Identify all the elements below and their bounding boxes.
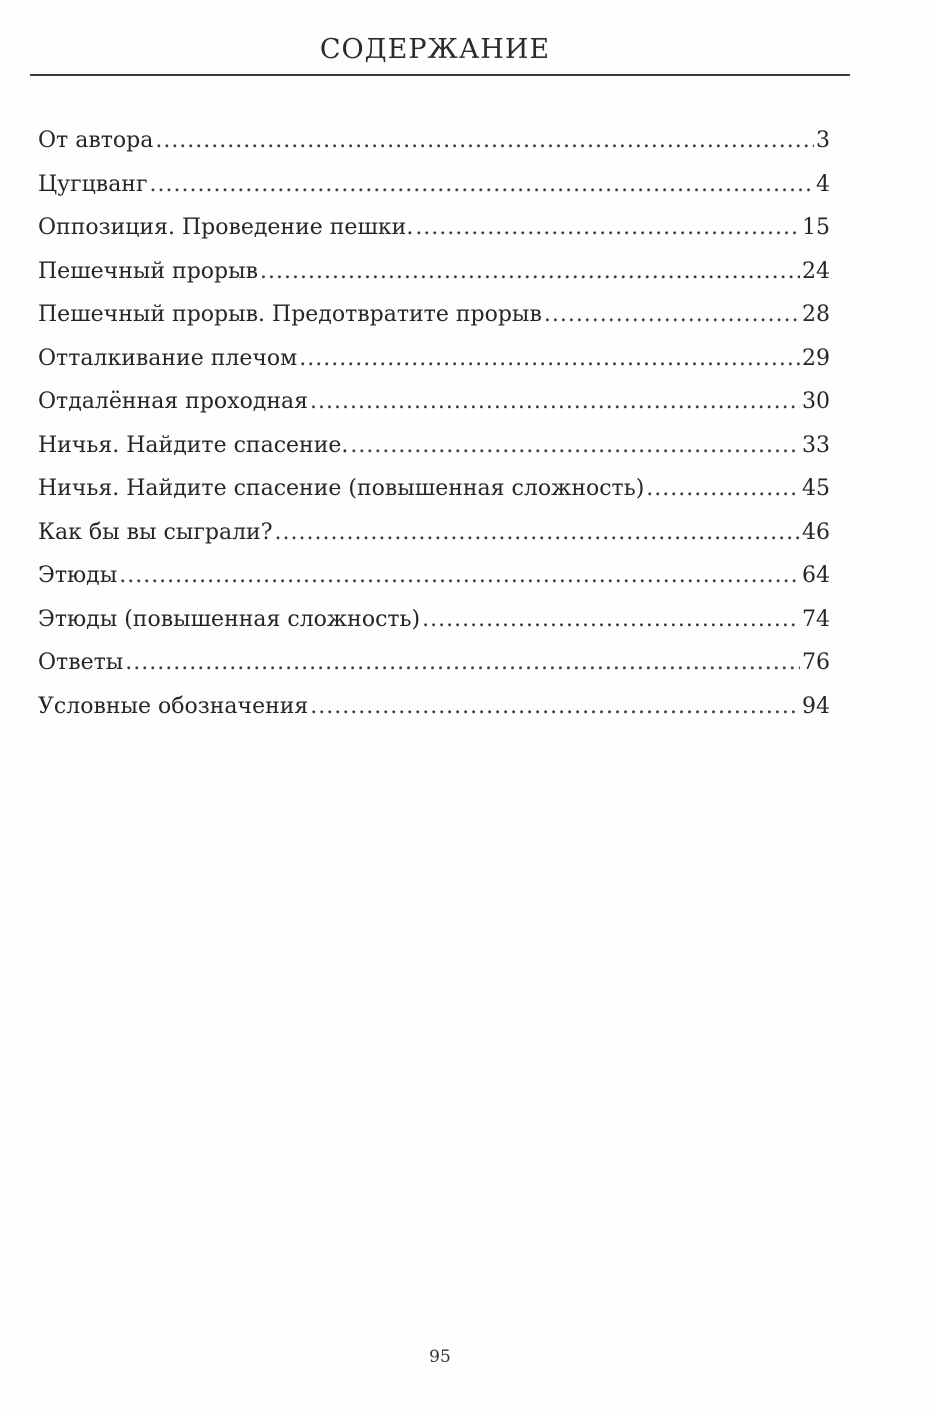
dot-leader [150,163,815,207]
title-rule [30,74,850,76]
toc-entry-label: Пешечный прорыв. Предотвратите прорыв [38,302,542,327]
toc-entry-label: Ответы [38,650,124,675]
toc-entry-page: 3 [816,128,830,153]
toc-entry [38,424,830,468]
toc-entry-page: 64 [802,563,830,588]
toc-entry-label: Пешечный прорыв [38,258,259,284]
dot-leader [260,250,800,294]
toc-entry [38,598,830,642]
dot-leader [310,380,800,424]
dot-leader [299,337,800,381]
dot-leader [310,685,800,729]
toc-entry-label: От автора [38,128,154,153]
toc-entry [38,467,830,511]
toc-entry-page: 76 [802,650,830,675]
toc-entry [38,250,830,294]
toc-entry [38,337,830,381]
dot-leader [119,554,800,598]
table-of-contents [38,119,830,728]
toc-entry-page: 30 [802,389,830,414]
toc-entry-page: 28 [802,302,830,327]
page-number: 95 [429,1347,451,1367]
toc-entry-label: Этюды (повышенная сложность) [38,606,421,632]
toc-entry-label: Оппозиция. Проведение пешки. [38,215,414,240]
toc-entry [38,163,830,207]
toc-entry-label: Отталкивание плечом [38,345,298,371]
toc-entry [38,641,830,685]
dot-leader [275,511,800,555]
toc-entry [38,206,830,250]
toc-entry-page: 4 [816,171,830,197]
dot-leader [422,598,800,642]
dot-leader [125,641,800,685]
toc-entry-page: 15 [802,215,830,240]
toc-entry-label: Ничья. Найдите спасение. [38,432,349,458]
toc-entry [38,119,830,163]
dot-leader [155,119,814,163]
toc-entry-label: Ничья. Найдите спасение (повышенная сложность) [38,476,645,501]
page-title: СОДЕРЖАНИЕ [319,34,551,65]
toc-entry [38,511,830,555]
toc-entry-page: 94 [802,693,830,719]
dot-leader [544,293,800,337]
toc-entry-page: 45 [802,476,830,501]
toc-entry [38,380,830,424]
toc-entry-label: Как бы вы сыграли? [38,519,273,545]
toc-entry-label: Условные обозначения [38,693,309,719]
toc-entry-label: Этюды [38,563,118,588]
toc-entry-page: 29 [802,345,830,371]
toc-entry-page: 24 [802,258,830,284]
dot-leader [646,467,800,511]
toc-entry-page: 46 [802,519,830,545]
toc-entry-page: 74 [802,606,830,632]
toc-entry [38,293,830,337]
dot-leader [350,424,800,468]
toc-entry-label: Отдалённая проходная [38,389,309,414]
toc-entry [38,554,830,598]
toc-entry-label: Цугцванг [38,171,148,197]
toc-entry-page: 33 [802,432,830,458]
dot-leader [415,206,800,250]
toc-entry [38,685,830,729]
